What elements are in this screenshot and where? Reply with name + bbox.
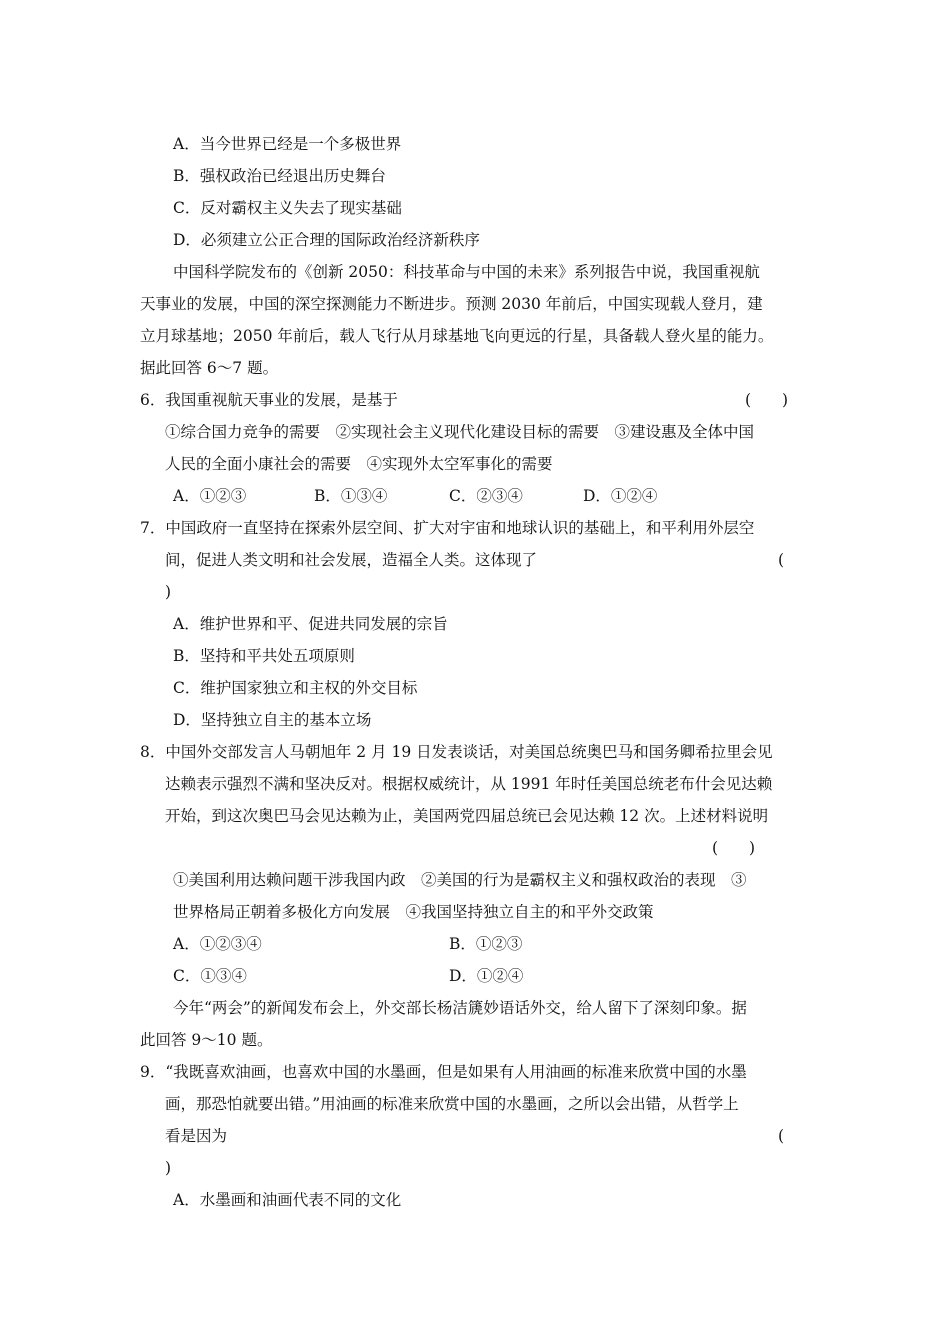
passage1-line: 中国科学院发布的《创新 2050：科技革命与中国的未来》系列报告中说，我国重视航 (173, 263, 760, 281)
q7-option-a: A．维护世界和平、促进共同发展的宗旨 (173, 615, 448, 633)
q6-item-line: ①综合国力竞争的需要 ②实现社会主义现代化建设目标的需要 ③建设惠及全体中国 (165, 423, 755, 441)
q6-stem: 6．我国重视航天事业的发展，是基于 (140, 391, 398, 409)
passage1-line: 据此回答 6～7 题。 (140, 359, 279, 377)
q8-stem-line: 8．中国外交部发言人马朝旭年 2 月 19 日发表谈话，对美国总统奥巴马和国务卿希拉里会见 (140, 743, 773, 761)
q7-option-b: B．坚持和平共处五项原则 (173, 647, 355, 665)
q8-stem-line: 达赖表示强烈不满和坚决反对。根据权威统计，从 1991 年时任美国总统老布什会见达赖 (165, 775, 773, 793)
q9-bracket-open: ( (778, 1127, 785, 1145)
q6-answer-bracket: ( ) (745, 391, 789, 409)
q8-item-line: ①美国利用达赖问题干涉我国内政 ②美国的行为是霸权主义和强权政治的表现 ③ (173, 871, 747, 889)
q8-option-d: D．①②④ (449, 967, 524, 985)
q7-stem-line: 间，促进人类文明和社会发展，造福全人类。这体现了 (165, 551, 538, 569)
q7-stem-line: 7．中国政府一直坚持在探索外层空间、扩大对宇宙和地球认识的基础上，和平利用外层空 (140, 519, 755, 537)
q5-option-a: A．当今世界已经是一个多极世界 (173, 135, 402, 153)
q9-bracket-close: ) (165, 1159, 172, 1177)
q7-option-c: C．维护国家独立和主权的外交目标 (173, 679, 418, 697)
q8-stem-line: 开始，到这次奥巴马会见达赖为止，美国两党四届总统已会见达赖 12 次。上述材料说明 (165, 807, 769, 825)
q8-answer-bracket: ( ) (712, 839, 756, 857)
q8-option-b: B．①②③ (449, 935, 523, 953)
passage1-line: 立月球基地；2050 年前后，载人飞行从月球基地飞向更远的行星，具备载人登火星的能力。 (140, 327, 774, 345)
q9-stem-line: 9．“我既喜欢油画，也喜欢中国的水墨画，但是如果有人用油画的标准来欣赏中国的水墨 (140, 1063, 747, 1081)
q9-stem-line: 画，那恐怕就要出错。”用油画的标准来欣赏中国的水墨画，之所以会出错，从哲学上 (165, 1095, 739, 1113)
q9-stem-line: 看是因为 (165, 1127, 228, 1145)
passage1-line: 天事业的发展，中国的深空探测能力不断进步。预测 2030 年前后，中国实现载人登月，建 (140, 295, 763, 313)
q5-option-d: D．必须建立公正合理的国际政治经济新秩序 (173, 231, 480, 249)
passage2-line: 此回答 9～10 题。 (140, 1031, 273, 1049)
q6-option-b: B．①③④ (314, 487, 388, 505)
q8-option-a: A．①②③④ (173, 935, 262, 953)
q5-option-b: B．强权政治已经退出历史舞台 (173, 167, 386, 185)
q5-option-c: C．反对霸权主义失去了现实基础 (173, 199, 402, 217)
q6-item-line: 人民的全面小康社会的需要 ④实现外太空军事化的需要 (165, 455, 553, 473)
q6-option-a: A．①②③ (173, 487, 247, 505)
q7-bracket-open: ( (778, 551, 785, 569)
q7-bracket-close: ) (165, 583, 172, 601)
q9-option-a: A．水墨画和油画代表不同的文化 (173, 1191, 402, 1209)
q7-option-d: D．坚持独立自主的基本立场 (173, 711, 372, 729)
q8-item-line: 世界格局正朝着多极化方向发展 ④我国坚持独立自主的和平外交政策 (173, 903, 654, 921)
passage2-line: 今年“两会”的新闻发布会上，外交部长杨洁篪妙语话外交，给人留下了深刻印象。据 (173, 999, 747, 1017)
q8-option-c: C．①③④ (173, 967, 247, 985)
q6-option-d: D．①②④ (583, 487, 658, 505)
q6-option-c: C．②③④ (449, 487, 523, 505)
